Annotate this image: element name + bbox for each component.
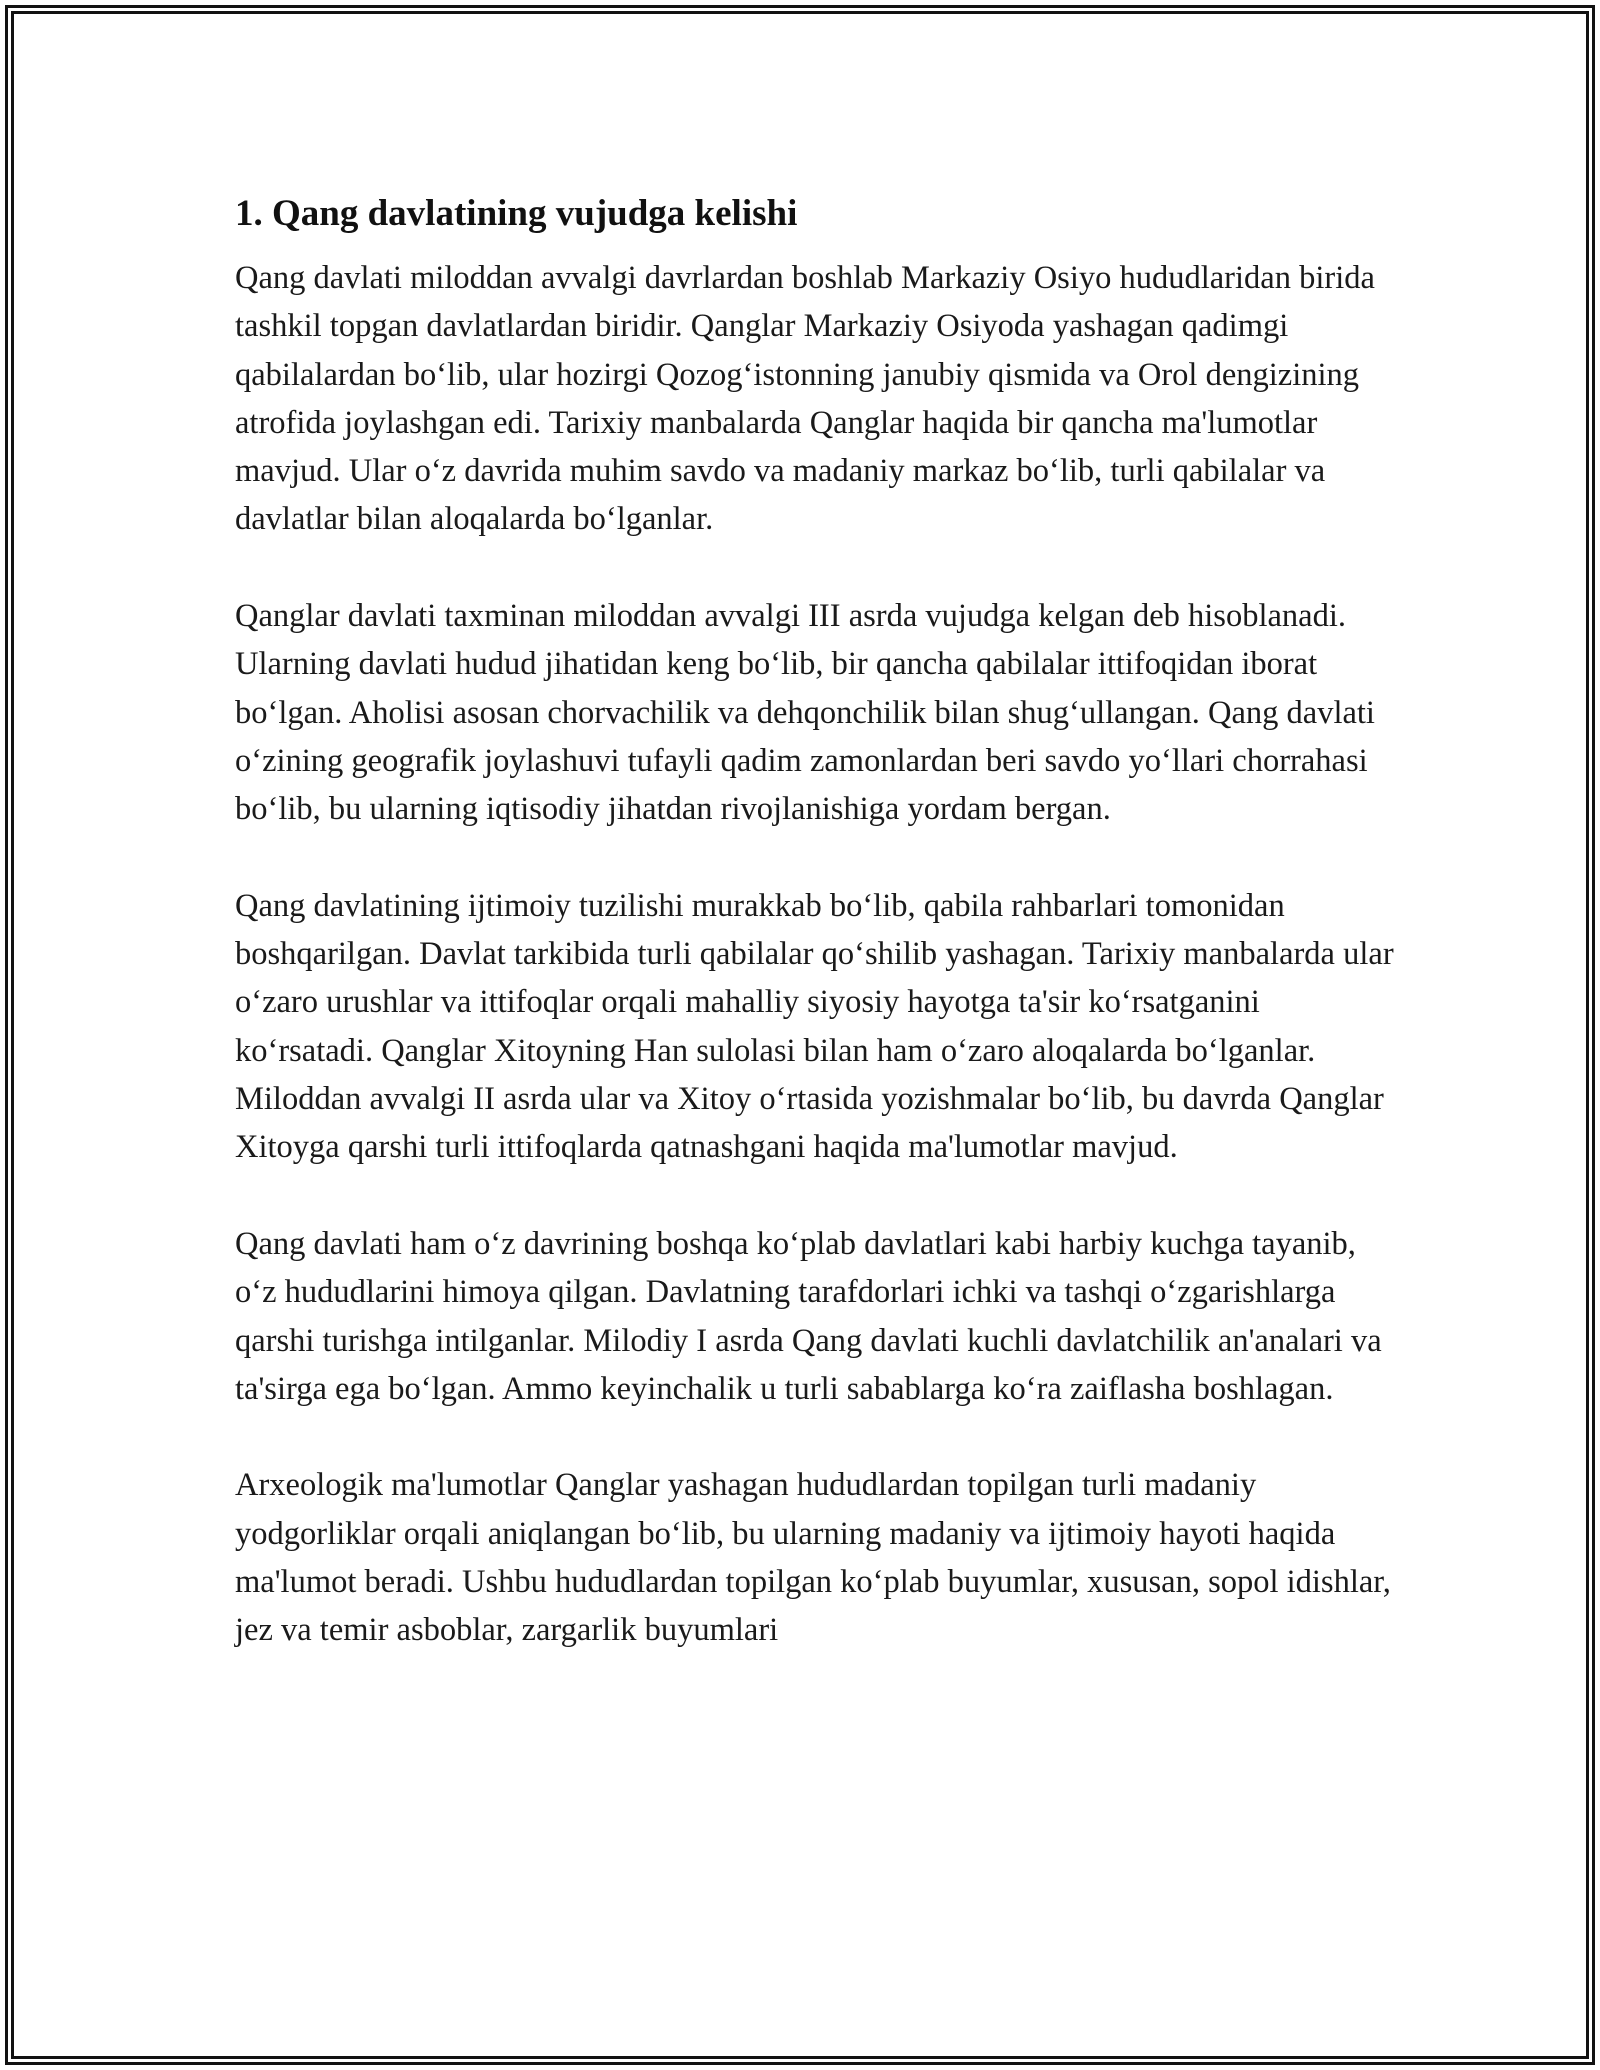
paragraph-1: Qang davlati miloddan avvalgi davrlardan boshlab Markaziy Osiyo hududlaridan birida tashkil topgan davlatlardan biridir. Qanglar Markaziy Osiyoda yashagan qadimgi qabilalardan bo‘lib, ular hozirgi Qozog‘istonning janubiy qismida va Orol dengizining atrofida joylashgan edi. Tarixiy manbalarda Qanglar haqida bir qancha ma'lumotlar mavjud. Ular o‘z davrida muhim savdo va madaniy markaz bo‘lib, turli qabilalar va davlatlar bilan aloqalarda bo‘lganlar. — [235, 260, 1375, 538]
document-body — [235, 186, 1400, 1703]
section-heading: 1. Qang davlatining vujudga kelishi — [235, 193, 798, 234]
paragraph-5: Arxeologik ma'lumotlar Qanglar yashagan hududlardan topilgan turli madaniy yodgorliklar orqali aniqlangan bo‘lib, bu ularning madaniy va ijtimoiy hayoti haqida ma'lumot beradi. Ushbu hududlardan topilgan ko‘plab buyumlar, xususan, sopol idishlar, jez va temir asboblar, zargarlik buyumlari — [235, 1467, 1391, 1649]
paragraph-2: Qanglar davlati taxminan miloddan avvalgi III asrda vujudga kelgan deb hisoblanadi. Ularning davlati hudud jihatidan keng bo‘lib, bir qancha qabilalar ittifoqidan iborat bo‘lgan. Aholisi asosan chorvachilik va dehqonchilik bilan shug‘ullangan. Qang davlati o‘zining geografik joylashuvi tufayli qadim zamonlardan beri savdo yo‘llari chorrahasi bo‘lib, bu ularning iqtisodiy jihatdan rivojlanishiga yordam bergan. — [235, 598, 1375, 828]
paragraph-3: Qang davlatining ijtimoiy tuzilishi murakkab bo‘lib, qabila rahbarlari tomonidan boshqarilgan. Davlat tarkibida turli qabilalar qo‘shilib yashagan. Tarixiy manbalarda ular o‘zaro urushlar va ittifoqlar orqali mahalliy siyosiy hayotga ta'sir ko‘rsatganini ko‘rsatadi. Qanglar Xitoyning Han sulolasi bilan ham o‘zaro aloqalarda bo‘lganlar. Miloddan avvalgi II asrda ular va Xitoy o‘rtasida yozishmalar bo‘lib, bu davrda Qanglar Xitoyga qarshi turli ittifoqlarda qatnashgani haqida ma'lumotlar mavjud. — [235, 887, 1394, 1166]
paragraph-4: Qang davlati ham o‘z davrining boshqa ko‘plab davlatlari kabi harbiy kuchga tayanib, o‘z hududlarini himoya qilgan. Davlatning tarafdorlari ichki va tashqi o‘zgarishlarga qarshi turishga intilganlar. Milodiy I asrda Qang davlati kuchli davlatchilik an'analari va ta'sirga ega bo‘lgan. Ammo keyinchalik u turli sabablarga ko‘ra zaiflasha boshlagan. — [235, 1225, 1382, 1407]
